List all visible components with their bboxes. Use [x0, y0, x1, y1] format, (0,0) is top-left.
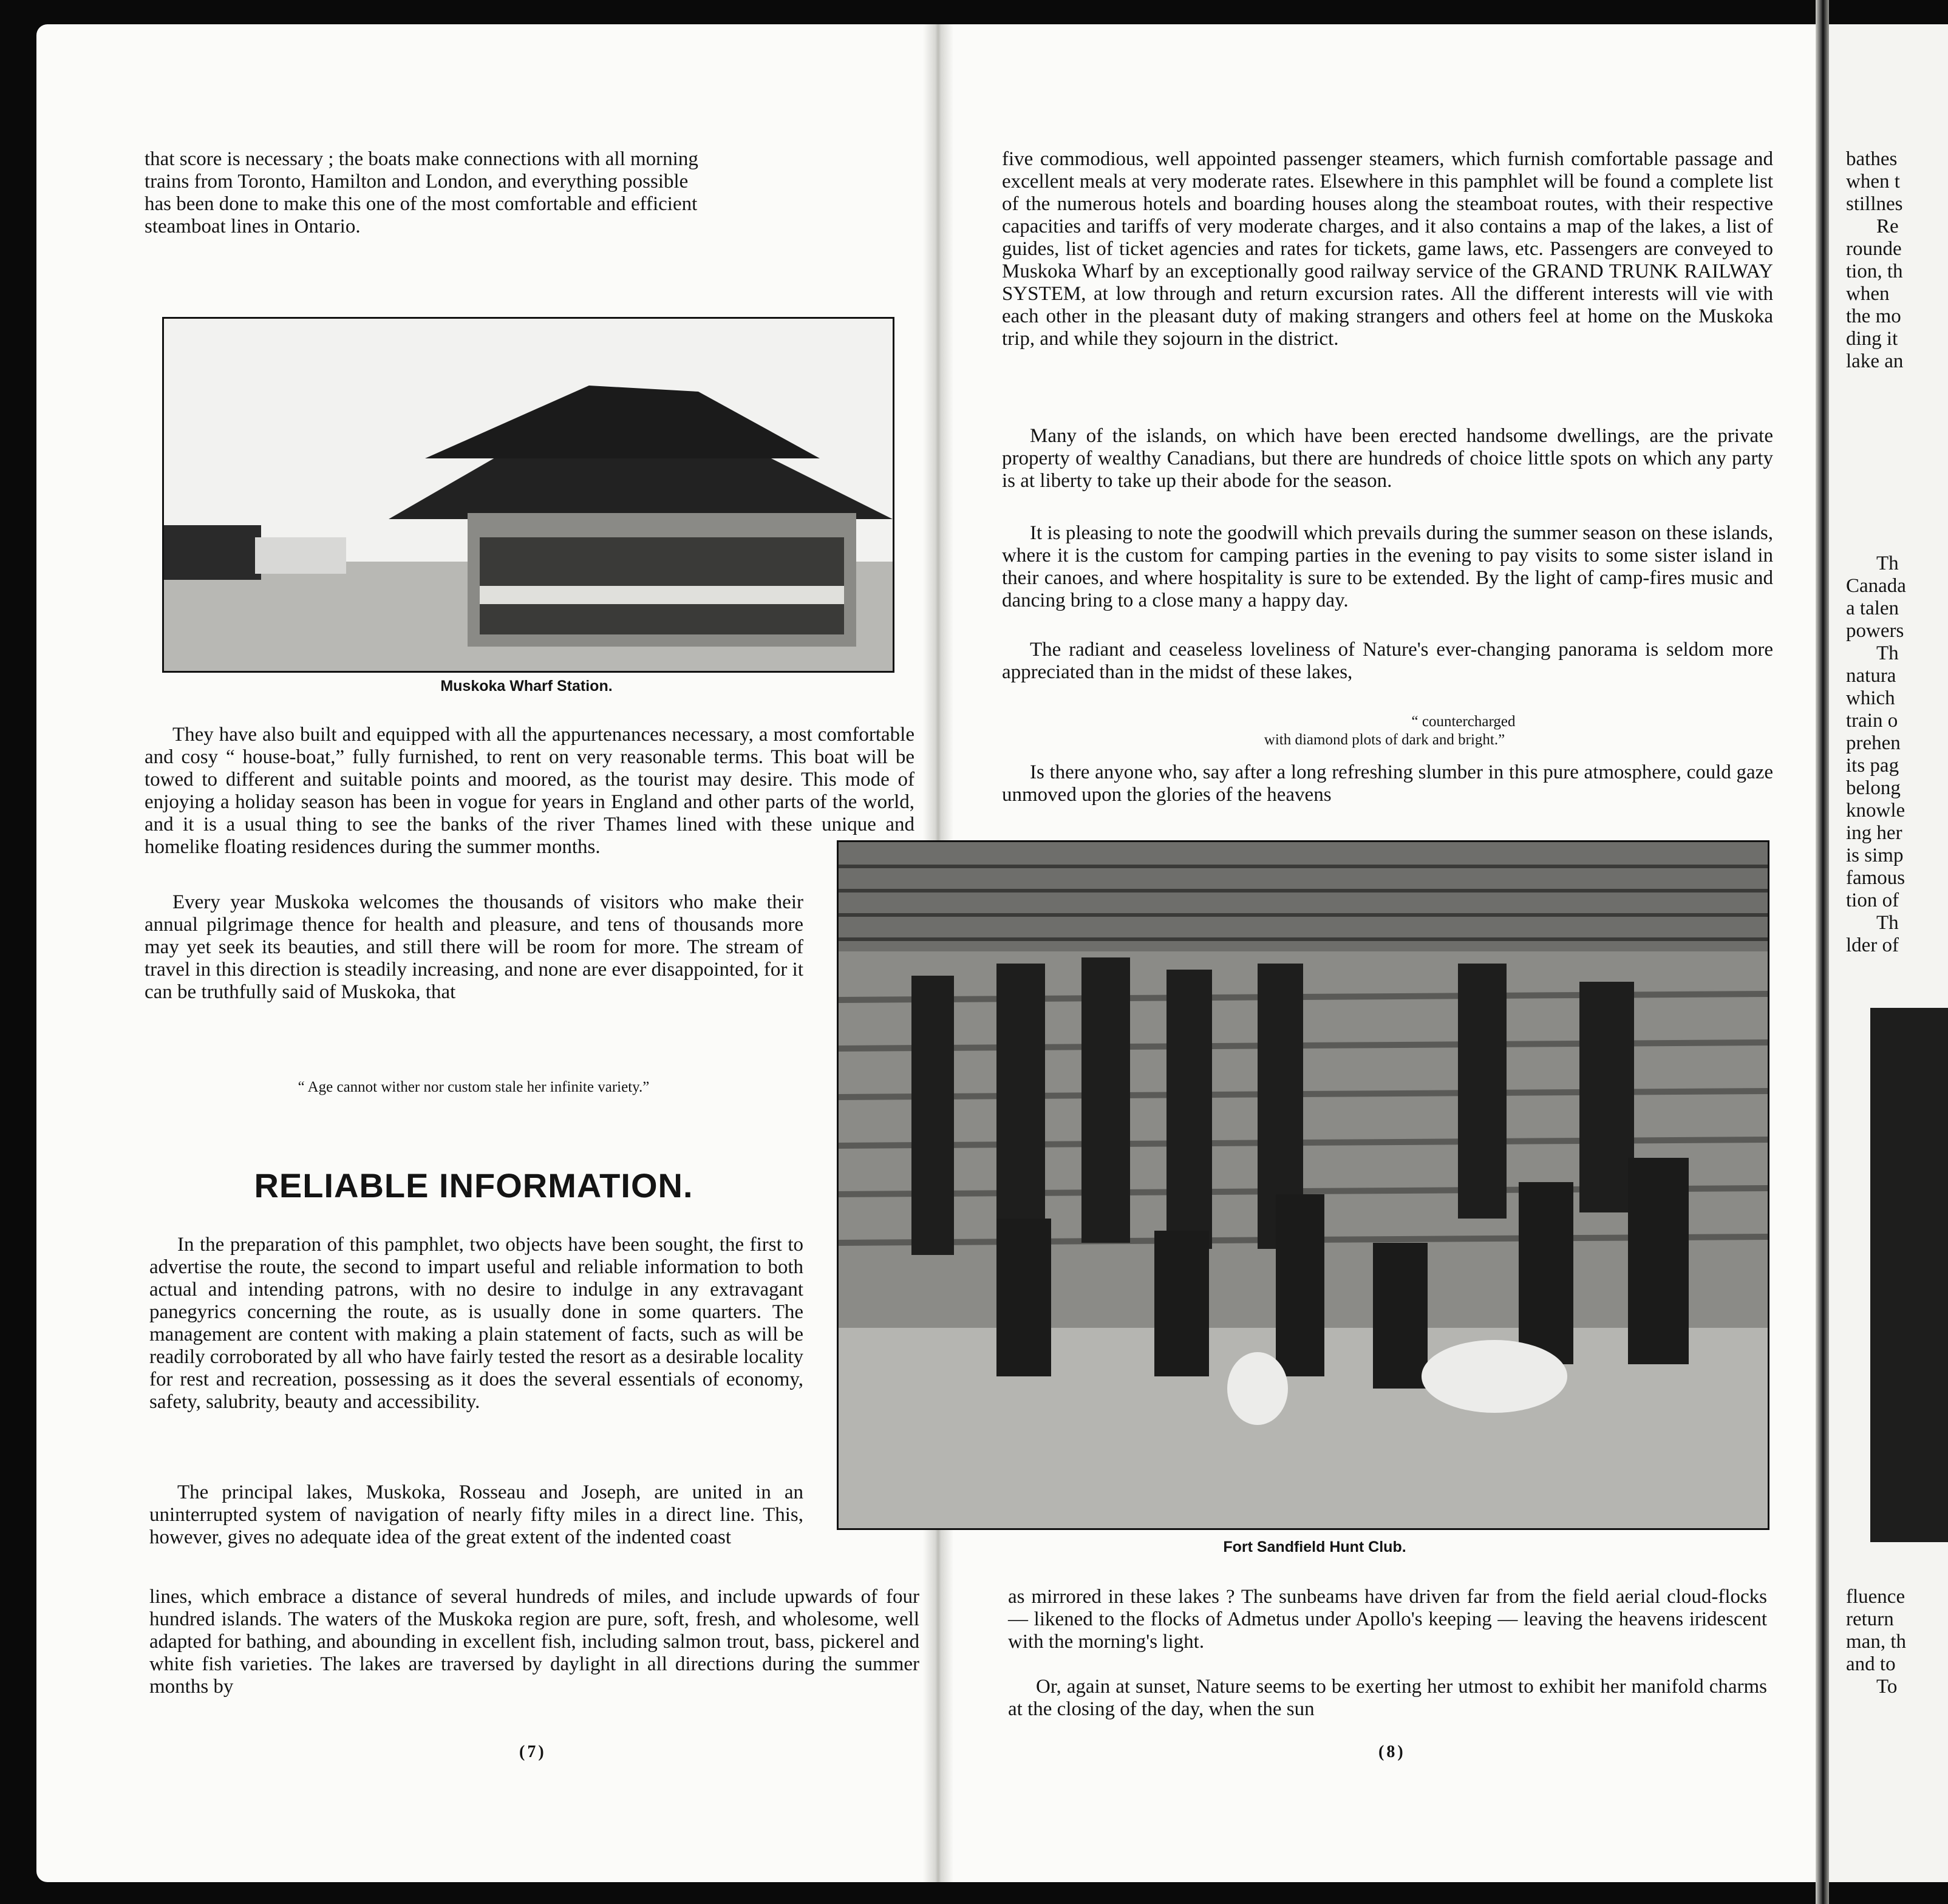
fragment-line: famous — [1846, 867, 1905, 889]
fragment-line: Th — [1876, 552, 1899, 574]
fragment-line: man, th — [1846, 1631, 1906, 1653]
fragment-line: a talen — [1846, 597, 1899, 619]
mirrored-paragraph: as mirrored in these lakes ? The sunbeams have driven far from the field aerial cloud-flocks — likened to the flocks of Admetus under Apollo's keeping — leaving the heavens iridescent with the morning's light. — [1008, 1586, 1767, 1653]
fragment-line: Re — [1876, 216, 1899, 237]
preparation-paragraph: In the preparation of this pamphlet, two objects have been sought, the first to advertise the route, the second to impart useful and reliable information to both actual and intending patrons, with no desire to indulge in any extravagant panegyrics concerning the route, as is usually done in some quarters. The management are content with making a plain statement of facts, such as will be readily corroborated by all who have fairly tested the resort as a desirable locality for rest and recreation, possessing as it does the several essentials of economy, safety, salubrity, beauty and accessibility. — [149, 1234, 803, 1413]
fragment-line: knowle — [1846, 800, 1905, 821]
fragment-line: Th — [1876, 642, 1899, 664]
photo2-caption: Fort Sandfield Hunt Club. — [1223, 1538, 1406, 1555]
fragment-line: lake an — [1846, 350, 1904, 372]
intro-line: that score is necessary ; the boats make connections with all morning — [145, 148, 698, 170]
quote-line: with diamond plots of dark and bright.” — [1264, 732, 1505, 748]
fragment-line: when t — [1846, 171, 1900, 192]
fragment-line: tion, th — [1846, 260, 1903, 282]
lakes-paragraph-wide: lines, which embrace a distance of several hundreds of miles, and include upwards of four hundred islands. The waters of the Muskoka region are pure, soft, fresh, and wholesome, well adapted for bathing, and abounding in excellent fish, including salmon trout, bass, pickerel and white fish varieties. The lakes are traversed by daylight in all directions during the summer months by — [149, 1586, 919, 1698]
intro-line: steamboat lines in Ontario. — [145, 216, 361, 237]
fort-sandfield-hunt-club-photo — [837, 840, 1769, 1530]
islands-paragraph: Many of the islands, on which have been erected handsome dwellings, are the private property of wealthy Canadians, but there are hundreds of choice little spots on which any party is at liberty to take up their abode for the season. — [1002, 425, 1773, 492]
goodwill-paragraph: It is pleasing to note the goodwill which prevails during the summer season on these islands, where it is the custom for camping parties in the evening to pay visits to some sister island in their canoes, and where hospitality is sure to be extended. By the light of camp-fires music and dancing bring to a close many a happy day. — [1002, 522, 1773, 611]
fragment-line: Th — [1876, 912, 1899, 934]
next-page-photo-edge — [1870, 1008, 1948, 1542]
fragment-line: bathes — [1846, 148, 1898, 170]
fragment-line: the mo — [1846, 305, 1901, 327]
intro-line: has been done to make this one of the most comfortable and efficient — [145, 193, 698, 215]
fragment-line: powers — [1846, 620, 1904, 642]
next-page-text-bottom — [1846, 1586, 1948, 1698]
countercharged-quote — [1154, 713, 1615, 749]
lakes-paragraph-narrow: The principal lakes, Muskoka, Rosseau and Joseph, are united in an uninterrupted system of navigation of nearly fifty miles in a direct line. This, however, gives no adequate idea of the great extent of the indented coast — [149, 1481, 803, 1548]
radiant-paragraph: The radiant and ceaseless loveliness of Nature's ever-changing panorama is seldom more appreciated than in the midst of these lakes, — [1002, 639, 1773, 683]
next-page-text-top — [1846, 148, 1948, 373]
fragment-line: when — [1846, 283, 1890, 305]
steamers-paragraph: five commodious, well appointed passenger steamers, which furnish comfortable passage and excellent meals at very moderate rates. Elsewhere in this pamphlet will be found a complete list of the numerous hotels and boarding houses along the steamboat routes, with their respective capacities and tariffs of very moderate charges, and it also contains a map of the lakes, a list of guides, list of ticket agencies and rates for tickets, game laws, etc. Passengers are conveyed to Muskoka Wharf by an exceptionally good railway service of the GRAND TRUNK RAILWAY SYSTEM, at low through and return excursion rates. All the different interests will vie with each other in the pleasant duty of making strangers and others feel at home on the Muskoka trip, and while they sojourn in the district. — [1002, 148, 1773, 350]
fragment-line: its pag — [1846, 755, 1899, 777]
intro-line: trains from Toronto, Hamilton and London, and everything possible — [145, 171, 689, 192]
sunset-paragraph: Or, again at sunset, Nature seems to be exerting her utmost to exhibit her manifold charms at the closing of the day, when the sun — [1008, 1676, 1767, 1720]
muskoka-wharf-station-photo — [162, 317, 894, 673]
fragment-line: and to — [1846, 1653, 1896, 1675]
fragment-line: which — [1846, 687, 1895, 709]
fragment-line: lder of — [1846, 934, 1899, 956]
age-quote: “ Age cannot wither nor custom stale her infinite variety.” — [298, 1079, 650, 1095]
fragment-line: tion of — [1846, 889, 1899, 911]
next-page-text-middle — [1846, 552, 1948, 957]
quote-line: “ countercharged — [1411, 713, 1516, 730]
page-fold — [1816, 0, 1829, 1904]
anyone-paragraph: Is there anyone who, say after a long refreshing slumber in this pure atmosphere, could gaze unmoved upon the glories of the heavens — [1002, 761, 1773, 806]
fragment-line: ing her — [1846, 822, 1902, 844]
fragment-line: is simp — [1846, 845, 1904, 866]
every-year-paragraph: Every year Muskoka welcomes the thousands of visitors who make their annual pilgrimage thence for health and pleasure, and tens of thousands more may yet seek its beauties, and still there will be room for more. The stream of travel in this direction is steadily increasing, and none are ever disappointed, for it can be truthfully said of Muskoka, that — [145, 891, 803, 1003]
fragment-line: Canada — [1846, 575, 1906, 597]
fragment-line: stillnes — [1846, 193, 1903, 215]
page-number-8: (8) — [1378, 1742, 1406, 1761]
intro-paragraph — [145, 148, 914, 238]
page-number-7: (7) — [519, 1742, 547, 1761]
fragment-line: To — [1876, 1676, 1898, 1698]
houseboat-paragraph: They have also built and equipped with all the appurtenances necessary, a most comfortable and cosy “ house-boat,” fully furnished, to rent on very reasonable terms. This boat will be towed to different and suitable points and moored, as the tourist may desire. This mode of enjoying a holiday season has been in vogue for years in England and other parts of the world, and it is a usual thing to see the banks of the river Thames lined with these unique and homelike floating residences during the summer months. — [145, 724, 914, 858]
fragment-line: belong — [1846, 777, 1901, 799]
fragment-line: natura — [1846, 665, 1896, 687]
fragment-line: rounde — [1846, 238, 1902, 260]
section-heading: RELIABLE INFORMATION. — [254, 1166, 693, 1205]
photo1-caption: Muskoka Wharf Station. — [440, 678, 613, 695]
fragment-line: return — [1846, 1608, 1894, 1630]
fragment-line: ding it — [1846, 328, 1898, 350]
fragment-line: prehen — [1846, 732, 1901, 754]
fragment-line: fluence — [1846, 1586, 1905, 1608]
fragment-line: train o — [1846, 710, 1898, 732]
